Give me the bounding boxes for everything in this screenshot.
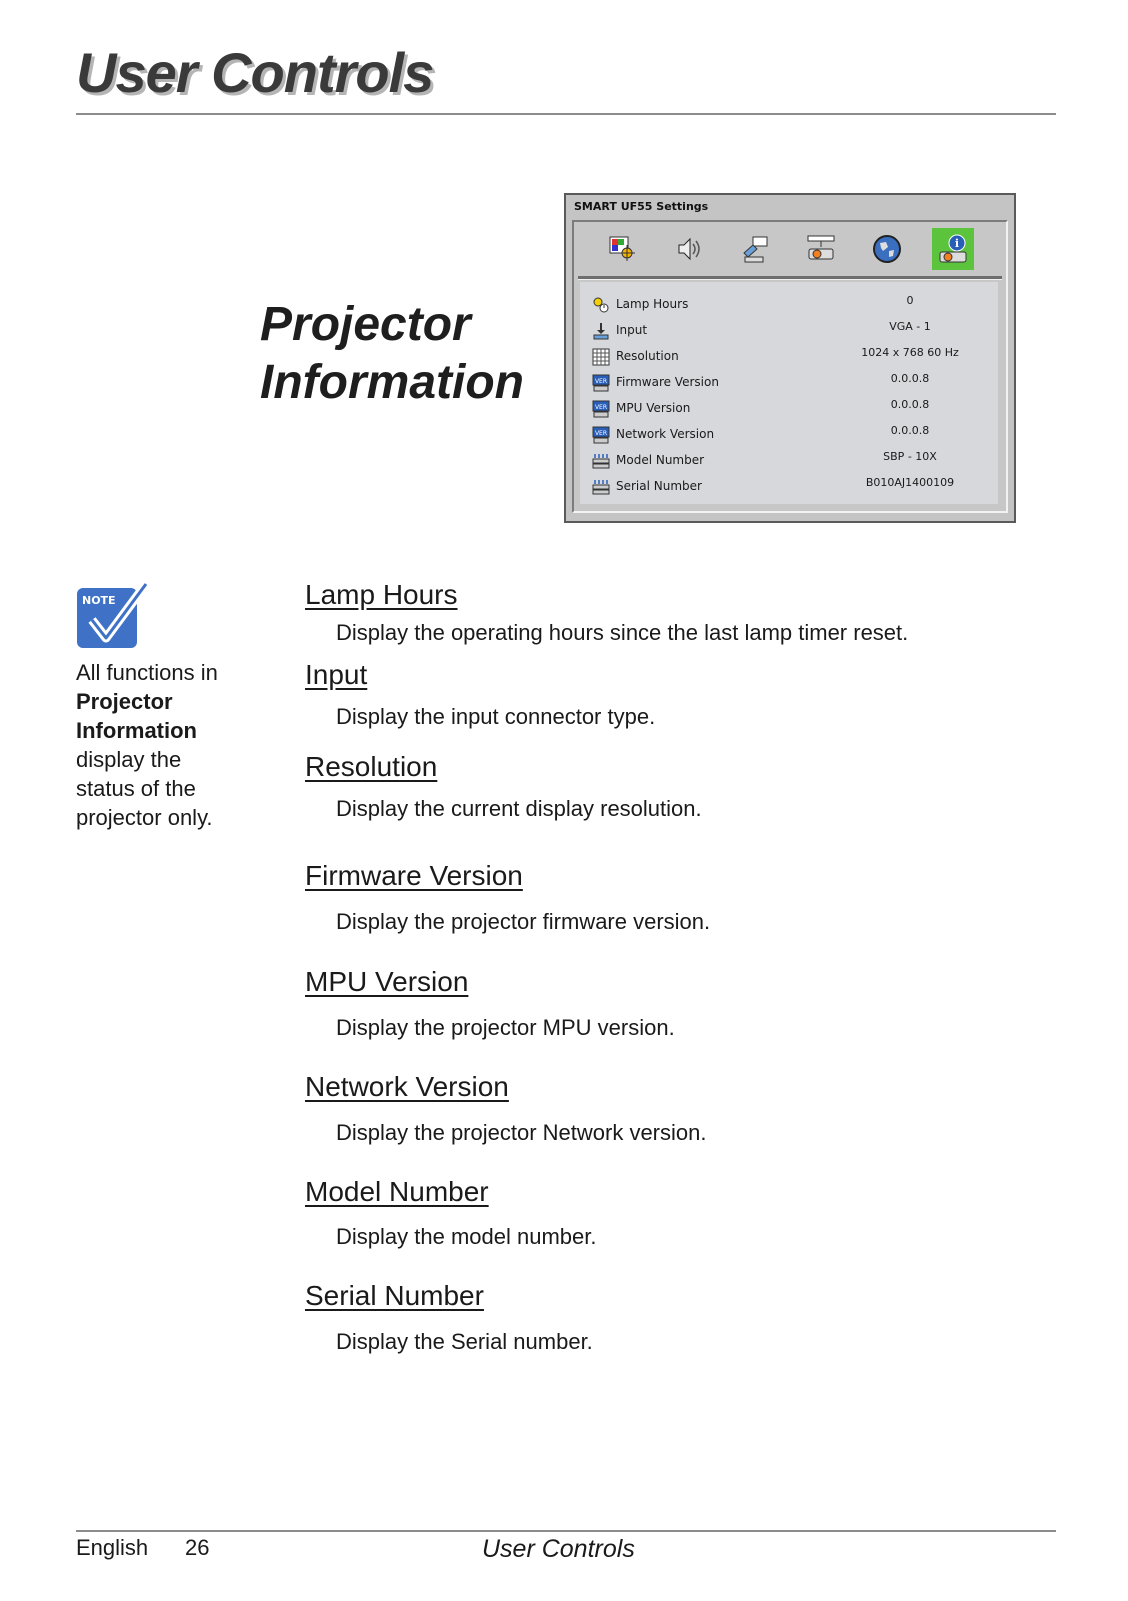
item-desc-firmware-version: Display the projector firmware version. <box>336 909 711 934</box>
osd-tab-bar <box>580 228 1000 272</box>
item-desc-input: Display the input connector type. <box>336 704 656 729</box>
version-icon <box>592 400 610 418</box>
osd-row-mpu-version <box>580 398 998 424</box>
osd-row-label: Input <box>616 323 648 337</box>
item-title-lamp-hours: Lamp Hours <box>305 579 458 610</box>
setup-icon[interactable] <box>734 228 776 270</box>
item-title-serial-number: Serial Number <box>305 1280 484 1311</box>
osd-row-value: SBP - 10X <box>883 450 937 463</box>
osd-row-model-number <box>580 450 998 476</box>
osd-row-label: Model Number <box>616 453 705 467</box>
osd-title: SMART UF55 Settings <box>574 200 709 213</box>
osd-row-value: VGA - 1 <box>889 320 931 333</box>
page-title: User Controls <box>76 41 434 104</box>
section-title <box>260 296 524 412</box>
item-desc-resolution: Display the current display resolution. <box>336 796 702 821</box>
lamp-icon <box>592 296 610 314</box>
note-bold: Information <box>76 718 197 743</box>
osd-row-firmware-version <box>580 372 998 398</box>
section-title-line2: Information <box>260 356 524 409</box>
section-title-line1: Projector <box>260 298 471 351</box>
resolution-icon <box>592 348 610 366</box>
item-title-mpu-version: MPU Version <box>305 966 469 997</box>
item-title-resolution: Resolution <box>305 751 438 782</box>
footer-rule <box>76 1530 1056 1532</box>
item-title-model-number: Model Number <box>305 1176 489 1207</box>
version-icon <box>592 426 610 444</box>
note-line: status of the <box>76 776 196 801</box>
osd-row-lamp-hours <box>580 294 998 320</box>
input-icon <box>592 322 610 340</box>
svg-text:VER: VER <box>594 430 608 437</box>
item-desc-lamp-hours: Display the operating hours since the last lamp timer reset. <box>336 620 909 645</box>
item-title-network-version: Network Version <box>305 1071 509 1102</box>
osd-row-serial-number <box>580 476 998 502</box>
osd-row-label: Lamp Hours <box>616 297 689 311</box>
osd-row-value: 0.0.0.8 <box>890 424 930 437</box>
item-desc-network-version: Display the projector Network version. <box>336 1120 707 1145</box>
osd-row-label: Network Version <box>616 427 715 441</box>
info-icon[interactable] <box>932 228 974 270</box>
version-icon <box>592 374 610 392</box>
osd-row-resolution <box>580 346 998 372</box>
osd-row-value: 0.0.0.8 <box>890 372 930 385</box>
item-desc-serial-number: Display the Serial number. <box>336 1329 593 1354</box>
model-icon <box>592 478 610 496</box>
page-number: 26 <box>185 1535 210 1560</box>
image-settings-icon[interactable] <box>602 228 644 270</box>
header-rule <box>76 113 1056 115</box>
note-badge: NOTE <box>82 594 116 607</box>
osd-panel <box>572 220 1008 513</box>
item-title-input: Input <box>305 659 368 690</box>
globe-icon[interactable] <box>866 228 908 270</box>
osd-info-list <box>580 282 998 504</box>
osd-row-label: Resolution <box>616 349 679 363</box>
note-checkmark-icon <box>76 580 148 652</box>
item-desc-mpu-version: Display the projector MPU version. <box>336 1015 675 1040</box>
osd-row-label: Serial Number <box>616 479 702 493</box>
svg-text:VER: VER <box>594 404 608 411</box>
osd-menu <box>564 193 1016 523</box>
note-line: All functions in <box>76 660 218 685</box>
item-desc-model-number: Display the model number. <box>336 1224 597 1249</box>
osd-row-value: 1024 x 768 60 Hz <box>861 346 959 359</box>
osd-row-input <box>580 320 998 346</box>
note-text <box>76 658 256 832</box>
osd-row-value: 0 <box>906 294 914 307</box>
svg-text:VER: VER <box>594 378 608 385</box>
network-icon[interactable] <box>800 228 842 270</box>
osd-row-label: MPU Version <box>616 401 691 415</box>
note-line: display the <box>76 747 182 772</box>
note-bold: Projector <box>76 689 173 714</box>
svg-text:i: i <box>954 237 960 250</box>
footer-language: English <box>76 1535 149 1560</box>
osd-separator <box>578 276 1002 280</box>
footer-section-title: User Controls <box>482 1535 635 1563</box>
item-title-firmware-version: Firmware Version <box>305 860 523 891</box>
audio-icon[interactable] <box>668 228 710 270</box>
note-line: projector only. <box>76 805 213 830</box>
model-icon <box>592 452 610 470</box>
osd-row-label: Firmware Version <box>616 375 719 389</box>
osd-row-value: 0.0.0.8 <box>890 398 930 411</box>
osd-row-network-version <box>580 424 998 450</box>
osd-row-value: B010AJ1400109 <box>865 476 955 489</box>
